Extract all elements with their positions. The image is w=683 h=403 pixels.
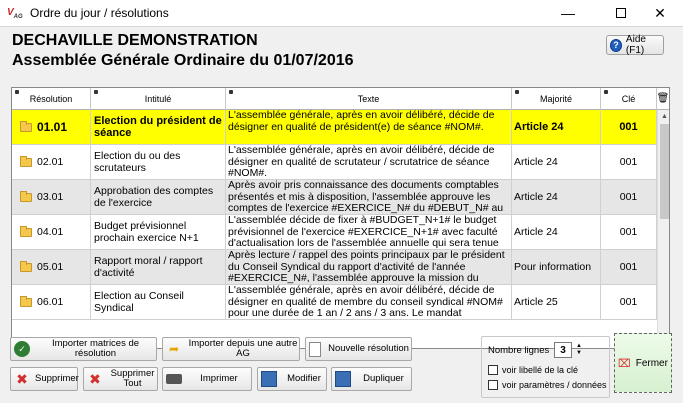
show-key-label: voir libellé de la clé xyxy=(502,365,579,375)
help-button[interactable] xyxy=(606,35,664,55)
row-title: Approbation des comptes de l'exercice xyxy=(91,180,226,215)
row-resolution: 02.01 xyxy=(37,155,64,168)
show-params-checkbox[interactable] xyxy=(488,380,498,390)
row-text: L'assemblée décide de fixer à #BUDGET_N+1# le budget prévisionnel de l'exercice #EXERCICE_N+1# avec faculté d'actualisation lors de l'assemblée annuelle qui sera tenue xyxy=(226,215,512,250)
row-majority: Article 24 xyxy=(512,110,601,145)
delete-all-button[interactable]: ✖ Supprimer Tout xyxy=(83,367,158,391)
scroll-thumb[interactable] xyxy=(660,124,669,219)
row-key: 001 xyxy=(601,110,657,145)
row-text: Après avoir pris connaissance des documents comptables présentés et mis à disposition, l'assemblée approuve les comptes de l'exercice #EXERCICE_N# du #DEBUT_N# au xyxy=(226,180,512,215)
row-resolution: 06.01 xyxy=(37,295,64,308)
meeting-title: Assemblée Générale Ordinaire du 01/07/2016 xyxy=(12,52,354,69)
client-area xyxy=(0,26,683,403)
help-label: Aide (F1) xyxy=(625,34,646,56)
col-header-intitule[interactable]: Intitulé xyxy=(91,88,226,110)
row-majority: Article 24 xyxy=(512,215,601,250)
row-majority: Pour information xyxy=(512,250,601,285)
grid-header xyxy=(12,88,670,110)
row-resolution: 03.01 xyxy=(37,190,64,203)
row-title: Election au Conseil Syndical xyxy=(91,285,226,320)
lines-label: Nombre lignes xyxy=(488,345,550,356)
table-row[interactable] xyxy=(12,110,657,145)
new-resolution-button[interactable]: Nouvelle résolution xyxy=(305,337,412,361)
folder-icon xyxy=(20,123,32,132)
folder-icon xyxy=(20,228,32,237)
col-header-resolution[interactable]: Résolution xyxy=(12,88,91,110)
help-icon: ? xyxy=(610,39,622,52)
row-title: Election du ou des scrutateurs xyxy=(91,145,226,180)
show-key-checkbox[interactable] xyxy=(488,365,498,375)
col-header-majorite[interactable]: Majorité xyxy=(512,88,601,110)
row-majority: Article 24 xyxy=(512,145,601,180)
row-key: 001 xyxy=(601,215,657,250)
import-matrices-button[interactable]: ✓ Importer matrices de résolution xyxy=(10,337,157,361)
row-key: 001 xyxy=(601,180,657,215)
modify-button[interactable]: Modifier xyxy=(257,367,327,391)
close-label: Fermer xyxy=(635,357,668,369)
show-params-checkbox-row[interactable] xyxy=(488,380,607,390)
table-row[interactable] xyxy=(12,215,657,250)
scroll-up-icon[interactable]: ▲ xyxy=(661,113,668,120)
row-resolution: 01.01 xyxy=(37,119,68,134)
company-name: DECHAVILLE DEMONSTRATION xyxy=(12,32,258,49)
import-ag-button[interactable]: ➦ Importer depuis une autre AG xyxy=(162,337,300,361)
edit-window-icon xyxy=(261,371,277,387)
maximize-icon xyxy=(616,8,626,18)
lines-count-input[interactable]: 3 xyxy=(554,342,572,358)
row-title: Election du président de séance xyxy=(91,110,226,145)
col-header-cle[interactable]: Clé xyxy=(601,88,657,110)
window-title: Ordre du jour / résolutions xyxy=(30,6,169,20)
row-title: Rapport moral / rapport d'activité xyxy=(91,250,226,285)
new-document-icon xyxy=(309,342,321,357)
resolutions-grid[interactable] xyxy=(11,87,670,349)
row-resolution: 05.01 xyxy=(37,260,64,273)
options-panel xyxy=(481,336,610,398)
close-window-button[interactable]: ✕ xyxy=(654,4,666,21)
row-majority: Article 25 xyxy=(512,285,601,320)
print-button[interactable]: Imprimer xyxy=(162,367,252,391)
vertical-scrollbar[interactable] xyxy=(657,110,670,349)
row-text: L'assemblée générale, après en avoir délibéré, décide de désigner en qualité de membre du conseil syndical #NOM# pour une durée de 1 an / 2 ans / 3 ans. Le mandat xyxy=(226,285,512,320)
app-logo-icon: $V_{AG}$ xyxy=(7,7,23,20)
title-bar xyxy=(0,0,683,26)
duplicate-button[interactable]: Dupliquer xyxy=(331,367,412,391)
lines-stepper[interactable]: ▲ ▼ xyxy=(576,343,582,356)
folder-icon xyxy=(20,158,32,167)
trash-icon[interactable]: 🗑 xyxy=(656,93,670,104)
close-button[interactable] xyxy=(614,333,672,393)
row-title: Budget prévisionnel prochain exercice N+1 xyxy=(91,215,226,250)
minimize-button[interactable]: — xyxy=(561,5,575,21)
folder-icon xyxy=(20,298,32,307)
delete-button[interactable]: ✖ Supprimer xyxy=(10,367,78,391)
row-text: L'assemblée générale, après en avoir délibéré, décide de désigner en qualité de scrutateur / scrutatrice de séance #NOM#. xyxy=(226,145,512,180)
import-arrow-icon: ➦ xyxy=(168,342,180,356)
show-params-label: voir paramètres / données xyxy=(502,380,607,390)
row-majority: Article 24 xyxy=(512,180,601,215)
delete-all-icon: ✖ xyxy=(89,370,101,387)
row-text: L'assemblée générale, après en avoir délibéré, décide de désigner en qualité de président(e) de séance #NOM#. xyxy=(226,110,512,145)
col-header-texte[interactable]: Texte xyxy=(226,88,512,110)
row-key: 001 xyxy=(601,285,657,320)
row-text: Après lecture / rappel des points principaux par le président du Conseil Syndical du rapport d'activité de l'année #EXERCICE_N#, l'assemblée approuve la mission du xyxy=(226,250,512,285)
delete-icon: ✖ xyxy=(16,370,28,387)
close-icon: ⌧ xyxy=(618,357,631,370)
row-key: 001 xyxy=(601,145,657,180)
row-key: 001 xyxy=(601,250,657,285)
import-matrices-icon: ✓ xyxy=(14,341,30,357)
table-row[interactable] xyxy=(12,285,657,320)
table-row[interactable] xyxy=(12,250,657,285)
folder-icon xyxy=(20,263,32,272)
row-resolution: 04.01 xyxy=(37,225,64,238)
table-row[interactable] xyxy=(12,145,657,180)
printer-icon xyxy=(166,374,182,384)
duplicate-window-icon xyxy=(335,371,351,387)
folder-icon xyxy=(20,193,32,202)
show-key-checkbox-row[interactable] xyxy=(488,365,578,375)
table-row[interactable] xyxy=(12,180,657,215)
